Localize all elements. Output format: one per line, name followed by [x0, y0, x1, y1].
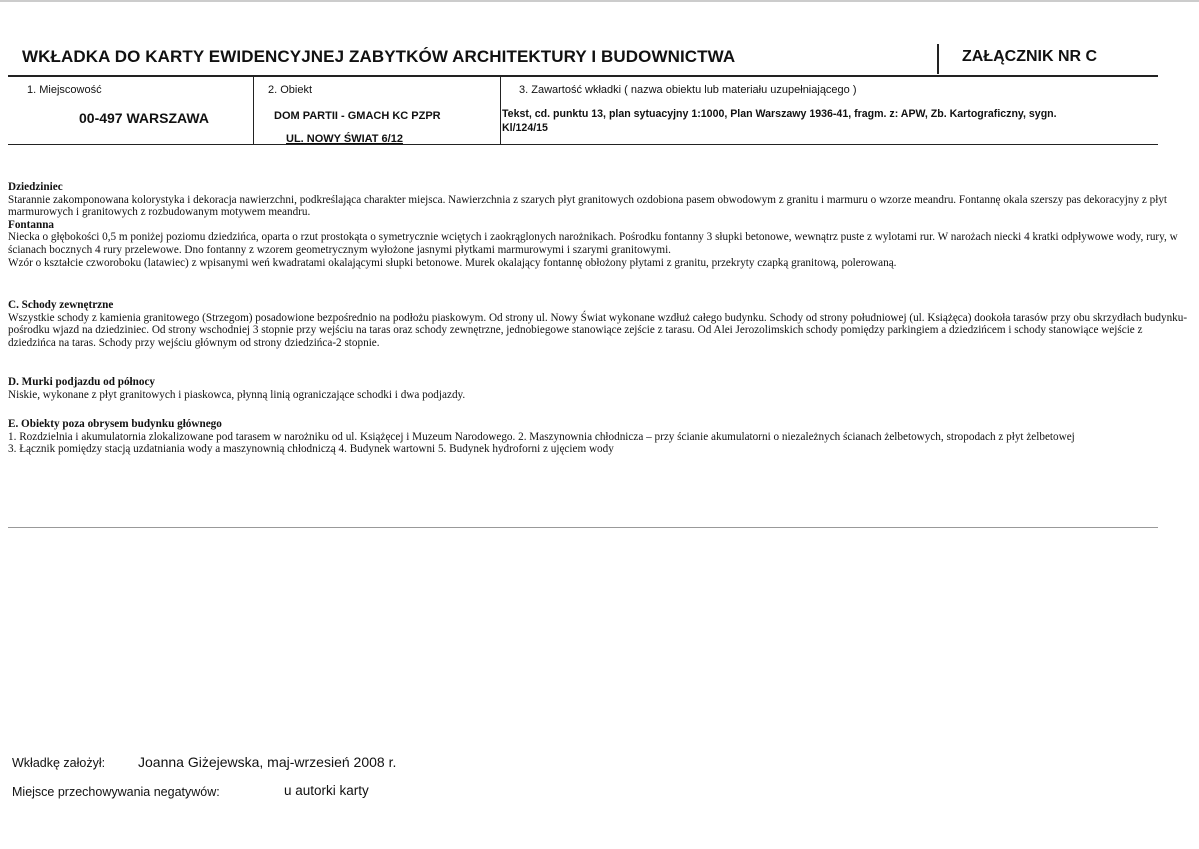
contents-label: 3. Zawartość wkładki ( nazwa obiektu lub materiału uzupełniającego ): [519, 84, 857, 96]
column-divider-2: [500, 76, 501, 144]
section-heading: E. Obiekty poza obrysem budynku głównego: [8, 418, 222, 430]
object-label: 2. Obiekt: [268, 84, 313, 96]
author-value: Joanna Giżejewska, maj-wrzesień 2008 r.: [138, 754, 397, 770]
locality-label: 1. Miejscowość: [27, 84, 102, 96]
section-text: 3. Łącznik pomiędzy stacją uzdatniania wody a maszynownią chłodniczą 4. Budynek wartowni 5. Budynek hydroforni z ujęciem wody: [8, 443, 614, 456]
contents-line-1: Tekst, cd. punktu 13, plan sytuacyjny 1:1000, Plan Warszawy 1936-41, fragm. z: APW, Zb. Kartograficzny, sygn.: [502, 108, 1057, 120]
section-dziedziniec: [8, 181, 1188, 269]
object-address: UL. NOWY ŚWIAT 6/12: [286, 133, 403, 145]
section-text: Starannie zakomponowana kolorystyka i dekoracja nawierzchni, podkreślająca charakter miejsca. Nawierzchnia z szarych płyt granitowych ozdobiona pasem obwodowym z granitu i marmuru o wzorze meandru. Fontannę okala szerszy pas dekoracyjny z płyt marmurowych i granitowych z rozbudowanym motywem meandru.: [8, 193, 1168, 219]
column-divider-1: [253, 76, 254, 144]
document-title: WKŁADKA DO KARTY EWIDENCYJNEJ ZABYTKÓW ARCHITEKTURY I BUDOWNICTWA: [22, 47, 736, 66]
section-heading: C. Schody zewnętrzne: [8, 299, 114, 311]
author-label: Wkładkę założył:: [12, 756, 106, 770]
contents-line-2: Kl/124/15: [502, 122, 548, 134]
negatives-label: Miejsce przechowywania negatywów:: [12, 785, 220, 799]
section-heading: D. Murki podjazdu od północy: [8, 376, 156, 388]
header-divider: [937, 44, 939, 74]
section-text: Niecka o głębokości 0,5 m poniżej poziomu dziedzińca, oparta o rzut prostokąta o symetrycznie wciętych i zaokrąglonych narożnikach. Pośrodku fontanny 3 słupki betonowe, wewnątrz puste z wylotami rur. W narożach niecki 4 kratki odpływowe wody, rury, w ścianach bocznych 4 rury przelewowe. Dno fontanny z wzorem geometrycznym wyłożone jasnymi płytkami marmurowymi i szarymi granitowymi.: [8, 231, 1178, 256]
section-text: Wzór o kształcie czworoboku (latawiec) z wpisanymi weń kwadratami okalającymi słupki betonowe. Murek okalający fontannę obłożony płytami z granitu, przekryty czapką granitową, polerowaną.: [8, 256, 897, 269]
section-obiekty: [8, 418, 1188, 456]
section-heading: Fontanna: [8, 218, 55, 231]
section-text: Niskie, wykonane z płyt granitowych i piaskowca, płynną linią ograniczające schodki i dwa podjazdy.: [8, 388, 466, 401]
section-text: 1. Rozdzielnia i akumulatornia zlokalizowane pod tarasem w narożniku od ul. Książęcej i Muzeum Narodowego. 2. Maszynownia chłodnicza – przy ścianie akumulatorni o niezależnych ścianach żelbetowych, stropodach z płyt żelbetowej: [8, 430, 1075, 443]
negatives-value: u autorki karty: [284, 783, 369, 798]
section-murki: [8, 376, 1188, 401]
faint-separator: [8, 527, 1158, 528]
table-bottom-rule: [8, 144, 1158, 145]
section-heading: Dziedziniec: [8, 181, 63, 193]
section-text: Wszystkie schody z kamienia granitowego (Strzegom) posadowione bezpośrednio na podłożu piaskowym. Od strony ul. Nowy Świat wykonane wzdłuż całego budynku. Schody od strony południowej (ul. Książęca) dookoła tarasów przy obu skrzydłach budynku-pośrodku wjazd na dziedziniec. Od strony wschodniej 3 stopnie przy wejściu na taras oraz schody zewnętrzne, jednobiegowe stanowiące zejście z tarasu. Od Alei Jerozolimskich schody pomiędzy parkingiem a dziedzińcem i schody stanowiące wejście z dziedzińca na taras. Schody przy wejściu głównym od strony dziedzińca-2 stopnie.: [8, 311, 1188, 349]
object-name: DOM PARTII - GMACH KC PZPR: [274, 110, 441, 122]
scan-edge-top: [0, 0, 1199, 2]
table-top-rule: [8, 75, 1158, 77]
locality-value: 00-497 WARSZAWA: [79, 110, 209, 126]
section-schody: [8, 299, 1188, 349]
attachment-number: ZAŁĄCZNIK NR C: [962, 48, 1098, 65]
